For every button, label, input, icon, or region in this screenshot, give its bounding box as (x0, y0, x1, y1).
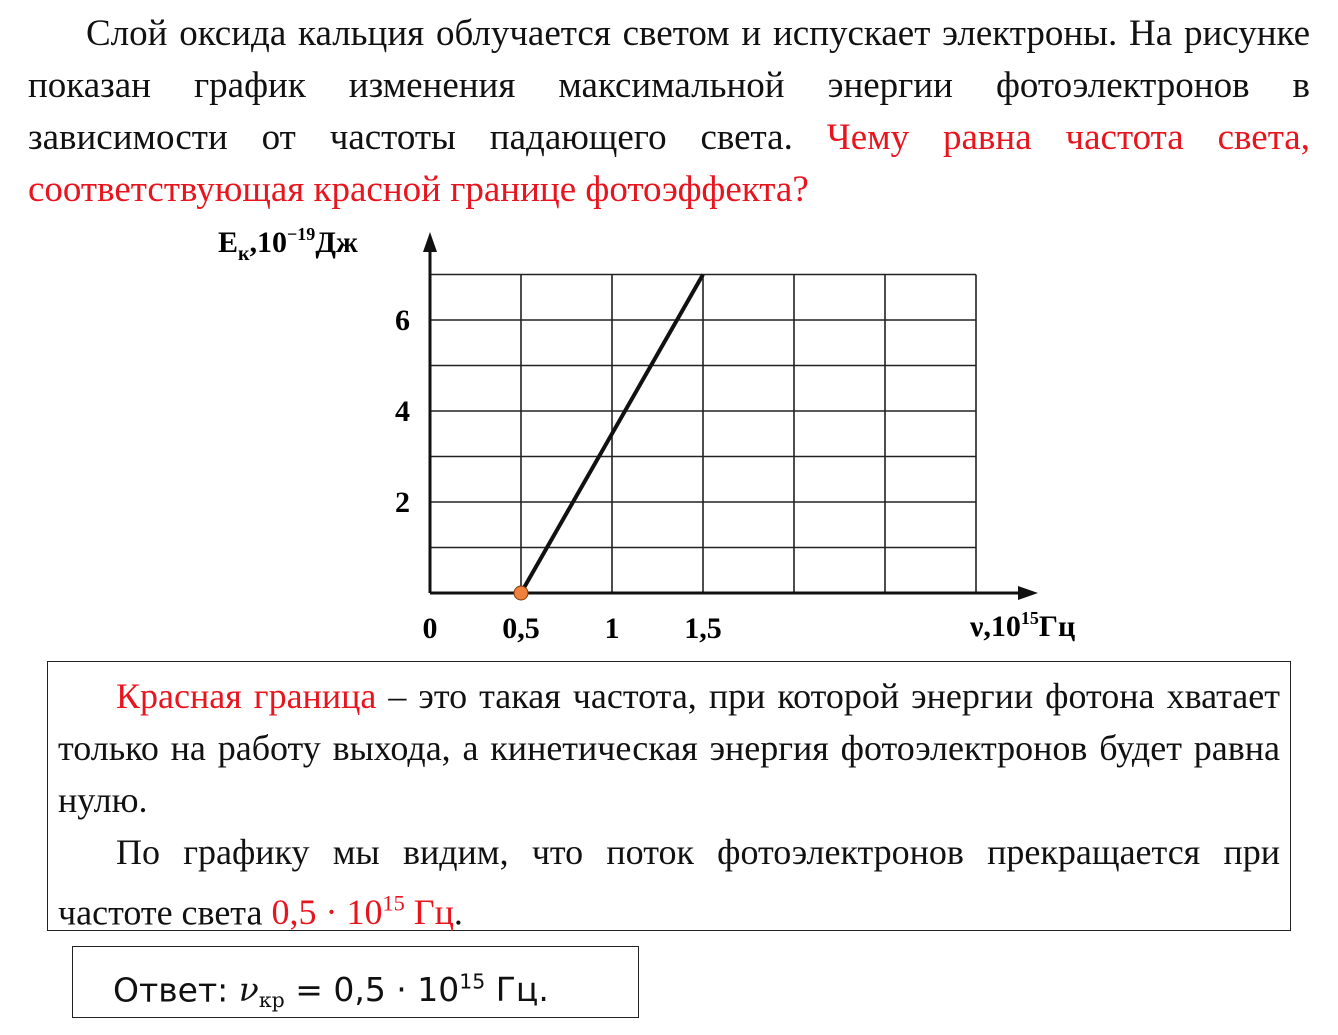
conclusion-paragraph: По графику мы видим, что поток фотоэлектронов прекращается при частоте света $0,5 \cdot 10^{15}$ Гц. (58, 832, 1280, 933)
conclusion-text: По графику мы видим, что поток фотоэлектронов прекращается при частоте света (58, 832, 1280, 933)
x-tick-label: 1,5 (684, 612, 722, 645)
x-tick-label: 1 (604, 612, 620, 645)
y-axis-arrow (423, 232, 437, 252)
energy-frequency-chart (200, 218, 1130, 648)
answer-label: Ответ: (113, 970, 239, 1010)
chart-series (514, 275, 703, 601)
y-tick-label: 2 (395, 486, 410, 519)
chart-grid (430, 275, 976, 594)
x-axis-label: $\nu,10^{15}Гц$ (970, 608, 1076, 643)
cutoff-value: $0,5 \cdot 10^{15}$ Гц (271, 891, 454, 933)
x-tick-label: 0 (422, 612, 438, 645)
explanation-box (47, 661, 1291, 931)
x-tick-label: 0,5 (502, 612, 540, 645)
definition-paragraph (58, 670, 1280, 826)
answer-value: = $0,5 \cdot 10^{15}$ Гц. (284, 970, 549, 1010)
y-axis-label: $E_к,10^{-19}Дж$ (218, 224, 358, 265)
definition-text: – это такая частота, при которой энергии фотона хватает только на работу выхода, а кинетическая энергия фотоэлектронов будет равна нулю. (58, 676, 1280, 820)
y-tick-label: 6 (395, 304, 410, 337)
answer-box (72, 946, 639, 1018)
y-tick-label: 4 (395, 395, 410, 428)
problem-statement (28, 8, 1310, 216)
red-limit-term: Красная граница (116, 676, 377, 716)
problem-text: Слой оксида кальция облучается светом и испускает электроны. На рисунке показан график изменения максимальной энергии фотоэлектронов в зависимости от частоты падающего света. (28, 13, 1310, 158)
x-axis-arrow (1018, 586, 1038, 600)
answer-symbol: $\nu_{кр}$ (238, 970, 285, 1013)
red-limit-point (514, 586, 528, 600)
problem-question: Чему равна частота света, соответствующая красной границе фотоэффекта? (28, 117, 1310, 210)
